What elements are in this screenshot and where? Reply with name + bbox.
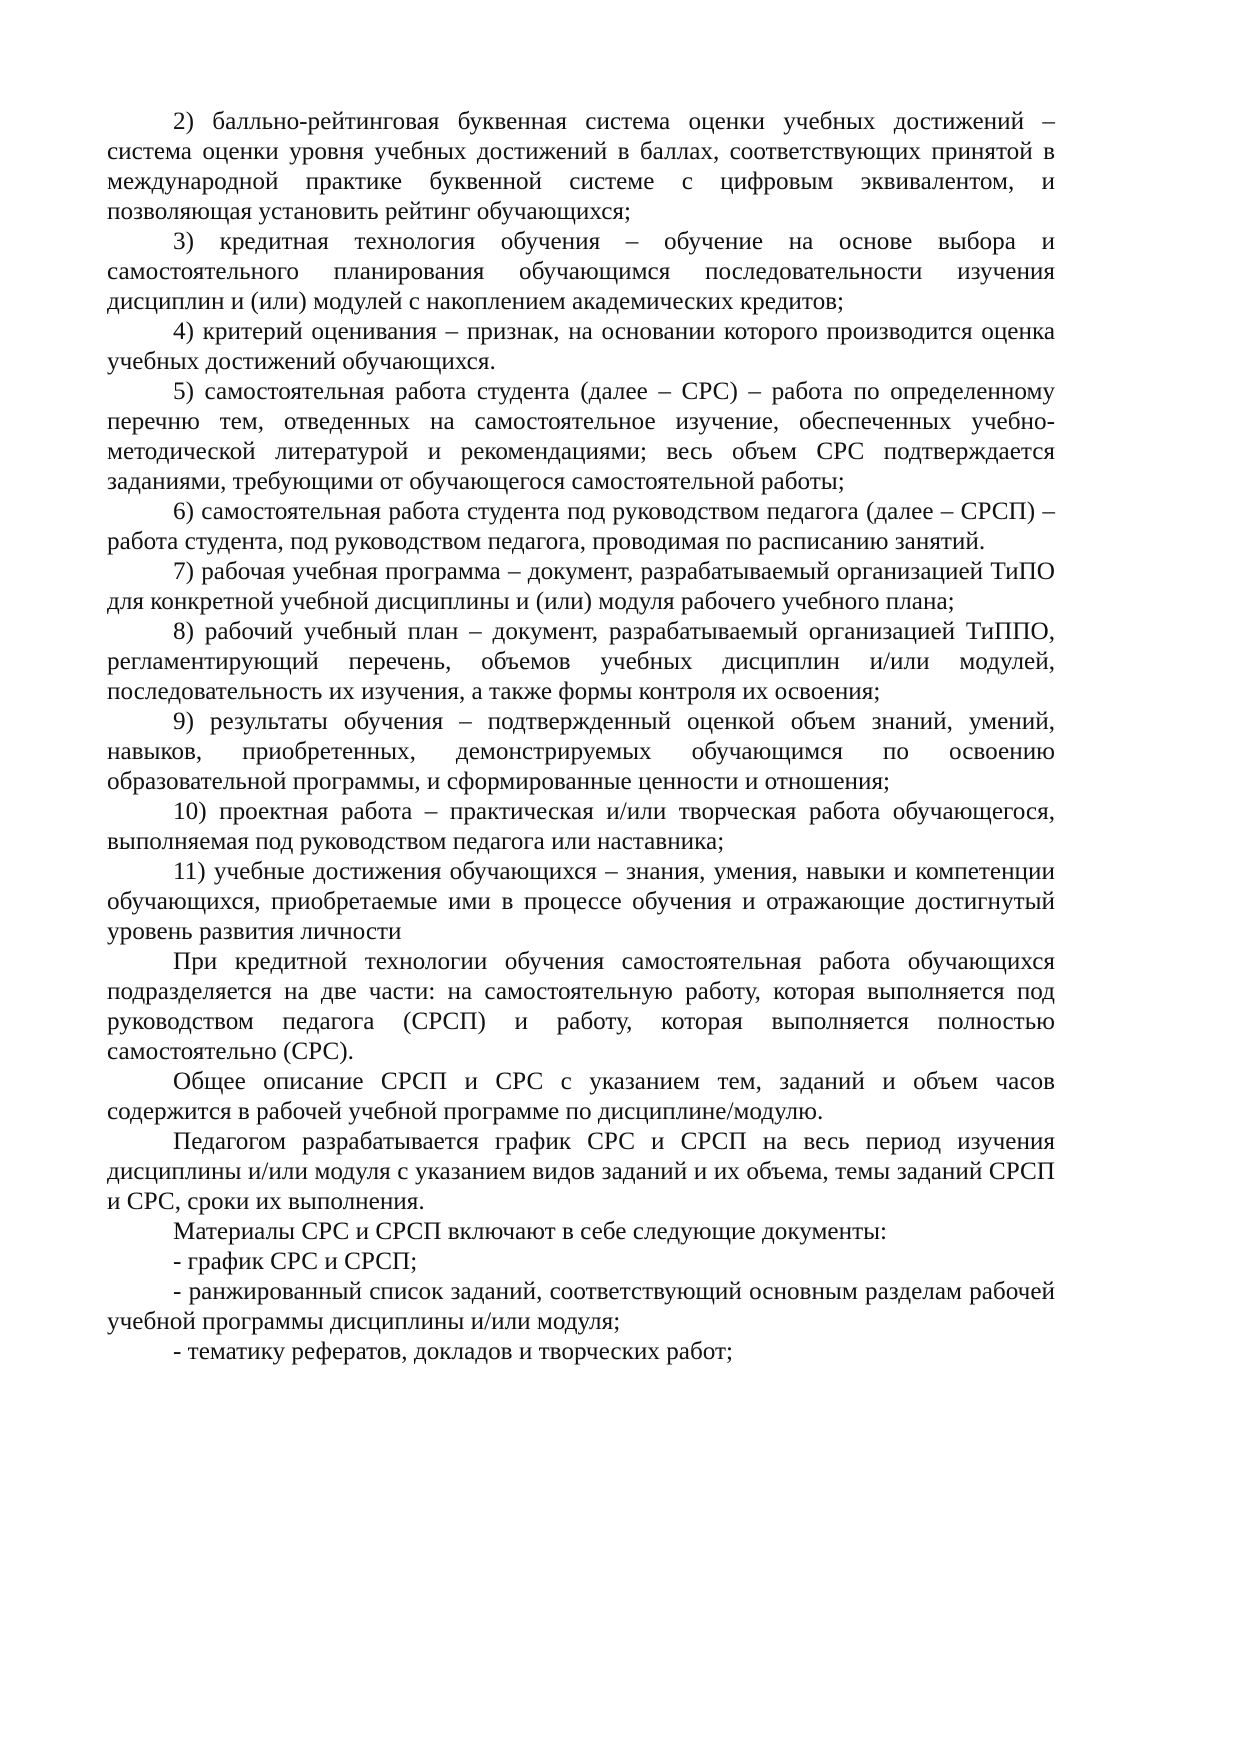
definition-11-paragraph: 11) учебные достижения обучающихся – знания, умения, навыки и компетенции обучающихся, приобретаемые ими в процессе обучения и отражающие достигнутый уровень развития личности	[107, 858, 1055, 945]
materials-list-item: - тематику рефератов, докладов и творческих работ;	[173, 1338, 734, 1365]
definition-3-paragraph: 3) кредитная технология обучения – обучение на основе выбора и самостоятельного планирования обучающимся последовательности изучения дисциплин и (или) модулей с накоплением академических кредитов;	[107, 228, 1055, 315]
definition-5-paragraph: 5) самостоятельная работа студента (далее – СРС) – работа по определенному перечню тем, отведенных на самостоятельное изучение, обеспеченных учебно-методической литературой и рекомендациями; весь объем СРС подтверждается заданиями, требующими от обучающегося самостоятельной работы;	[107, 378, 1055, 495]
credit-technology-paragraph: При кредитной технологии обучения самостоятельная работа обучающихся подразделяется на две части: на самостоятельную работу, которая выполняется под руководством педагога (СРСП) и работу, которая выполняется полностью самостоятельно (СРС).	[107, 948, 1055, 1065]
definition-6-paragraph: 6) самостоятельная работа студента под руководством педагога (далее – СРСП) – работа студента, под руководством педагога, проводимая по расписанию занятий.	[107, 498, 1055, 555]
general-description-paragraph: Общее описание СРСП и СРС с указанием тем, заданий и объем часов содержится в рабочей учебной программе по дисциплине/модулю.	[107, 1068, 1055, 1125]
definition-4-paragraph: 4) критерий оценивания – признак, на основании которого производится оценка учебных достижений обучающихся.	[107, 318, 1055, 375]
definition-9-paragraph: 9) результаты обучения – подтвержденный оценкой объем знаний, умений, навыков, приобретенных, демонстрируемых обучающимся по освоению образовательной программы, и сформированные ценности и отношения;	[107, 708, 1055, 795]
schedule-paragraph: Педагогом разрабатывается график СРС и СРСП на весь период изучения дисциплины и/или модуля с указанием видов заданий и их объема, темы заданий СРСП и СРС, сроки их выполнения.	[107, 1128, 1055, 1215]
definition-7-paragraph: 7) рабочая учебная программа – документ, разрабатываемый организацией ТиПО для конкретной учебной дисциплины и (или) модуля рабочего учебного плана;	[107, 558, 1055, 615]
materials-list-item: - график СРС и СРСП;	[173, 1248, 418, 1275]
materials-list-item: - ранжированный список заданий, соответствующий основным разделам рабочей учебной программы дисциплины и/или модуля;	[107, 1278, 1055, 1335]
definition-2-paragraph: 2) балльно-рейтинговая буквенная система оценки учебных достижений – система оценки уровня учебных достижений в баллах, соответствующих принятой в международной практике буквенной системе с цифровым эквивалентом, и позволяющая установить рейтинг обучающихся;	[107, 108, 1055, 225]
document-page	[107, 107, 1055, 1367]
materials-intro-paragraph: Материалы СРС и СРСП включают в себе следующие документы:	[173, 1218, 888, 1245]
definition-8-paragraph: 8) рабочий учебный план – документ, разрабатываемый организацией ТиППО, регламентирующий перечень, объемов учебных дисциплин и/или модулей, последовательность их изучения, а также формы контроля их освоения;	[107, 618, 1055, 705]
definition-10-paragraph: 10) проектная работа – практическая и/или творческая работа обучающегося, выполняемая под руководством педагога или наставника;	[107, 798, 1055, 855]
